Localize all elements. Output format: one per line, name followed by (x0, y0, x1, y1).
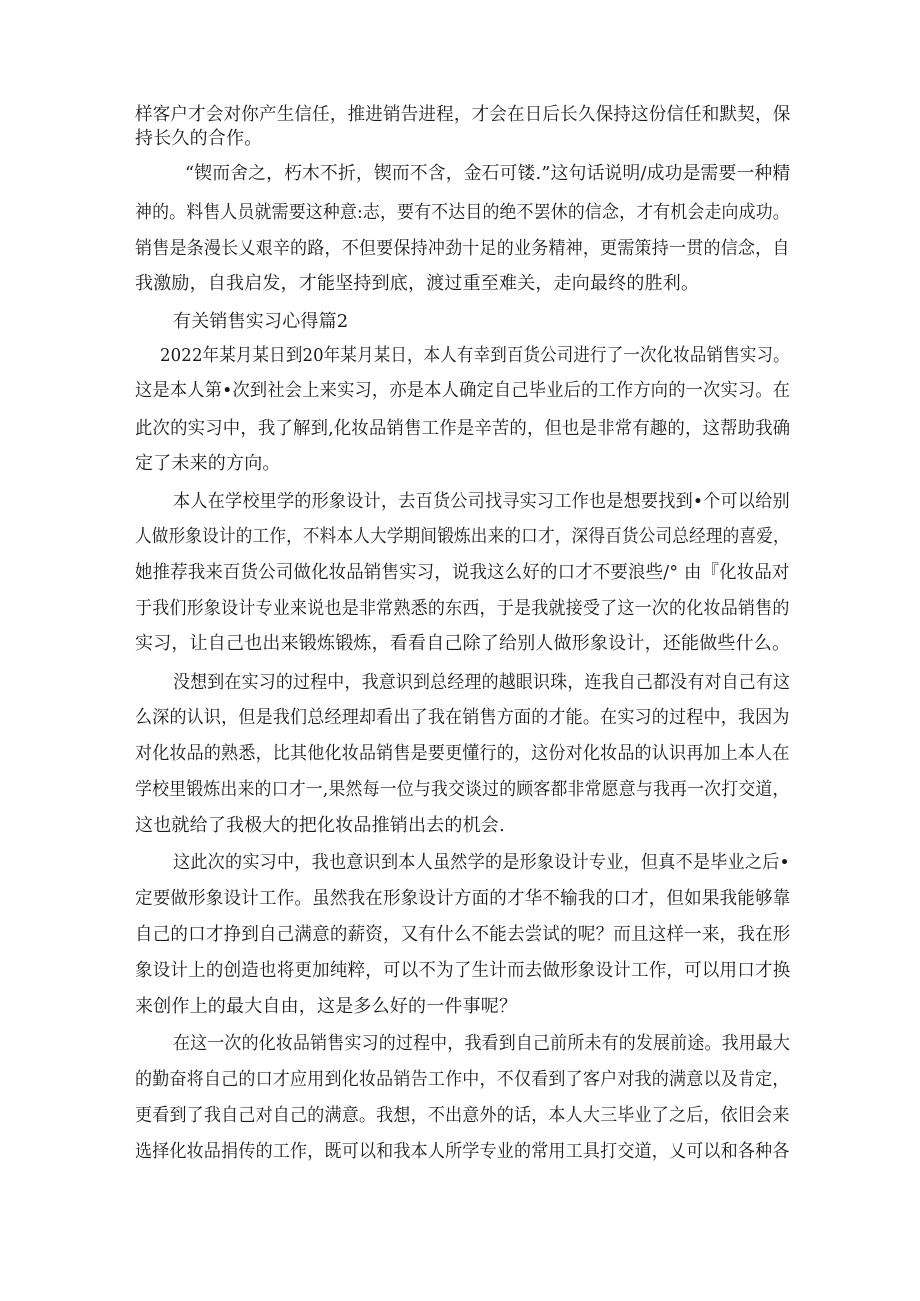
text-line: 这也就给了我极大的把化妆品推销出去的机会. (135, 815, 505, 836)
text-line: 学校里锻炼出来的口才一,果然每一位与我交谈过的顾客都非常愿意与我再一次打交道， (135, 779, 790, 800)
text-line: 在这一次的化妆品销售实习的过程中，我看到自己前所未有的发展前途。我用最大 (173, 1033, 791, 1054)
text-line: 自己的口才挣到自己满意的薪资，又有什么不能去尝试的呢？而且这样一来，我在形 (135, 924, 791, 945)
text-line: “锲而舍之，朽木不折，锲而不含，金石可镂.”这句话说明/成功是需要一种精 (185, 163, 791, 184)
text-line: 更看到了我自己对自己的满意。我想，不出意外的话，本人大三毕业了之后，依旧会来 (135, 1105, 790, 1126)
text-line: 销售是条漫长乂艰辛的路，不但要保持冲劲十足的业务精神，更需策持一贯的信念，自 (135, 238, 790, 259)
text-line: 对化妆品的熟悉，比其他化妆品销售是要更懂行的，这份对化妆品的认识再加上本人在 (135, 743, 790, 764)
text-line: 这是本人第•次到社会上来实习，亦是本人确定自己毕业后的工作方向的一次实习。在 (135, 380, 791, 401)
text-line: 神的。料售人员就需要这种意:志，要有不达目的绝不罢休的信念，才有机会走向成功。 (135, 202, 790, 223)
text-line: 于我们形象设计专业来说也是非常熟悉的东西，于是我就接受了这一次的化妆品销售的 (135, 598, 790, 619)
text-line: 这此次的实习中，我也意识到本人虽然学的是形象设计专业，但真不是毕业之后• (173, 852, 790, 873)
text-line: 象设计上的创造也将更加纯粹，可以不为了生计而去做形象设计工作，可以用口才换 (135, 960, 791, 981)
text-line: 本人在学校里学的形象设计，去百货公司找寻实习工作也是想要找到•个可以给别 (173, 491, 790, 512)
text-line: 没想到在实习的过程中，我意识到总经理的越眼识珠，连我自己都没有对自己有这 (173, 672, 791, 693)
text-line: 的勤奋将自己的口才应用到化妆品销告工作中，不仅看到了客户对我的满意以及肯定， (135, 1069, 790, 1090)
text-line: 定了未来的方向。 (135, 453, 281, 474)
text-line: 她推荐我来百货公司做化妆品销售实习，说我这么好的口才不要浪些/° 由『化妆品对 (135, 562, 790, 583)
text-line: 样客户才会对你产生信任，推进销告进程，才会在日后长久保持这份信任和默契，保 (135, 104, 791, 125)
text-line: 我激励，自我启发，才能坚持到底，渡过重至难关，走向最终的胜利。 (135, 273, 700, 294)
text-line: 来创作上的最大自由，这是多么好的一件事呢？ (135, 996, 518, 1017)
text-line: 定要做形象设计工作。虽然我在形象设计方面的才华不输我的口才，但如果我能够靠 (135, 888, 791, 909)
section-heading: 有关销售实习心得篇2 (173, 311, 349, 332)
text-line: 持长久的合作。 (135, 128, 263, 149)
text-line: 2022年某月某日到20年某月某日，本人有幸到百货公司进行了一次化妆品销售实习。 (160, 345, 790, 366)
text-line: 选择化妆品捐传的工作，既可以和我本人所学专业的常用工具打交道，乂可以和各种各 (135, 1141, 790, 1162)
text-line: 实习，让自己也出来锻炼锻炼，看看自己除了给别人做形象设计，还能做些什么。 (135, 633, 791, 654)
text-line: 人做形象设计的工作，不料本人大学期间锻炼出来的口才，深得百货公司总经理的喜爱， (135, 526, 790, 547)
text-line: 么深的认识，但是我们总经理却看出了我在销售方面的才能。在实习的过程中，我因为 (135, 707, 790, 728)
text-line: 此次的实习中，我了解到,化妆品销售工作是辛苦的，但也是非常有趣的，这帮助我确 (135, 418, 791, 439)
